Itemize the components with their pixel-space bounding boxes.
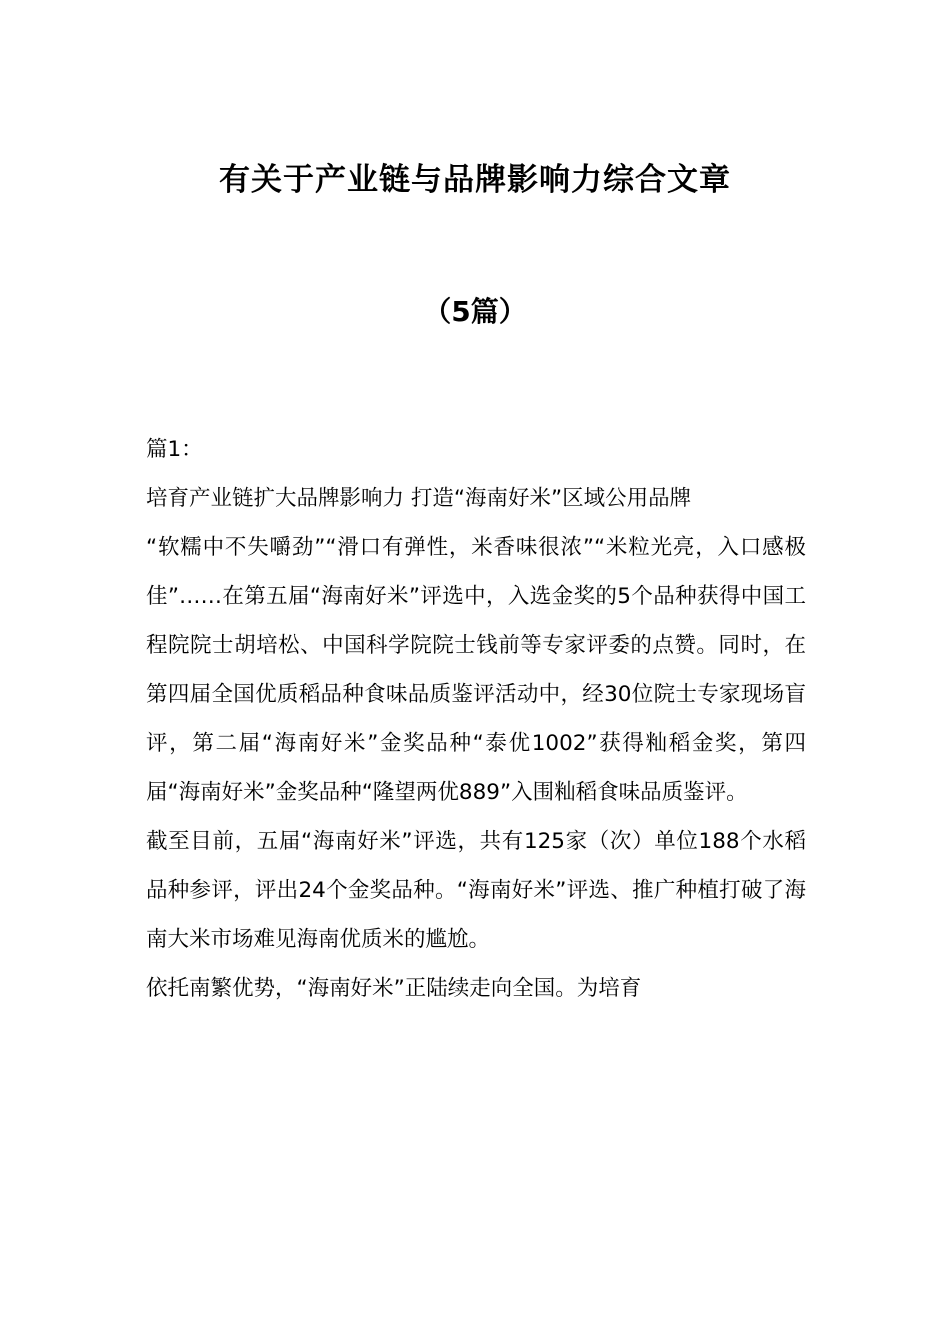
body-paragraph: 截至目前，五届“海南好米”评选，共有125家（次）单位188个水稻品种参评，评出24个金奖品种。“海南好米”评选、推广种植打破了海南大米市场难见海南优质米的尴尬。 bbox=[146, 829, 806, 952]
section-label: 篇1： bbox=[146, 437, 203, 462]
document-body bbox=[146, 425, 806, 1013]
article-headline: 培育产业链扩大品牌影响力 打造“海南好米”区域公用品牌 bbox=[146, 486, 692, 511]
document-subtitle: （5篇） bbox=[423, 295, 527, 328]
body-paragraph: 依托南繁优势，“海南好米”正陆续走向全国。为培育 bbox=[146, 976, 642, 1001]
body-paragraph: “软糯中不失嚼劲”“滑口有弹性，米香味很浓”“米粒光亮，入口感极佳”……在第五届“海南好米”评选中，入选金奖的5个品种获得中国工程院院士胡培松、中国科学院院士钱前等专家评委的点赞。同时，在第四届全国优质稻品种食味品质鉴评活动中，经30位院士专家现场盲评，第二届“海南好米”金奖品种“泰优1002”获得籼稻金奖，第四届“海南好米”金奖品种“隆望两优889”入围籼稻食味品质鉴评。 bbox=[146, 535, 806, 805]
document-title: 有关于产业链与品牌影响力综合文章 bbox=[219, 162, 731, 198]
